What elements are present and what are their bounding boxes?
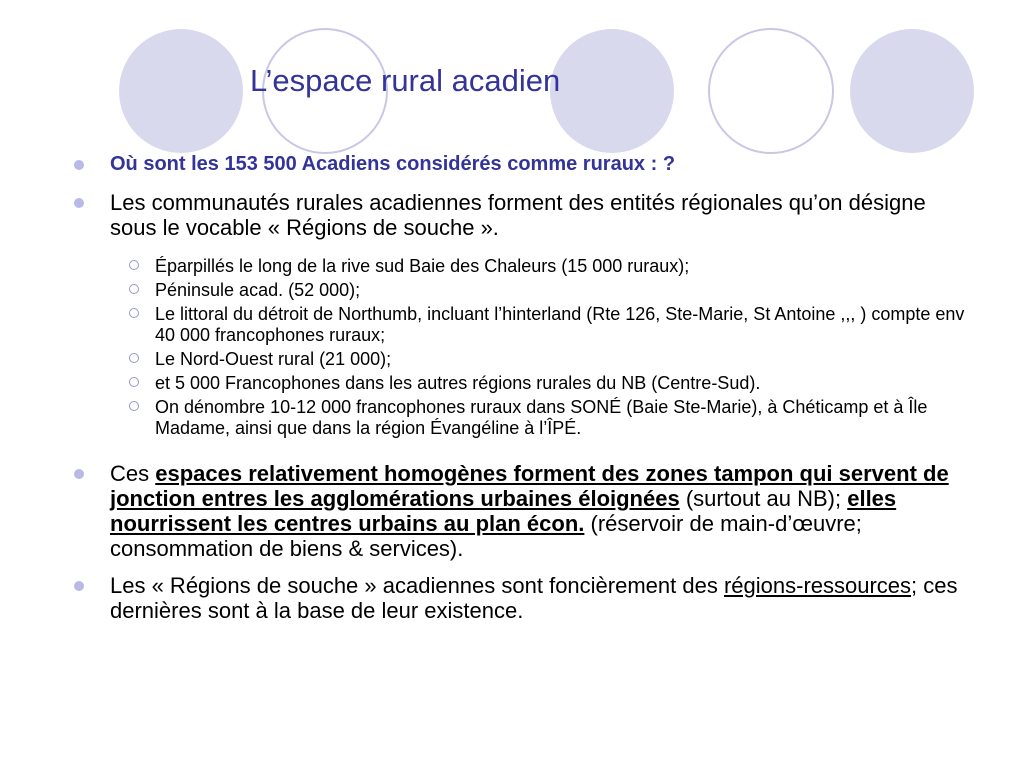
- bullet-communities: [72, 190, 972, 240]
- bullet-dot: [74, 160, 84, 170]
- sub-bullet-ring: [129, 377, 139, 387]
- sub-item-text: On dénombre 10-12 000 francophones ruraux dans SONÉ (Baie Ste-Marie), à Chéticamp et à Île Madame, ainsi que dans la région Évangéline à l’ÎPÉ.: [155, 397, 928, 438]
- sub-bullet-ring: [129, 353, 139, 363]
- bullet-buffer-suffix: (réservoir de main-d’œuvre; consommation de biens & services).: [110, 511, 862, 561]
- bullet-dot: [74, 581, 84, 591]
- sub-item-northumberland: [129, 304, 972, 346]
- bullet-resource-suffix: ; ces dernières sont à la base de leur existence.: [110, 573, 958, 623]
- decor-circle-filled-1: [119, 29, 243, 153]
- sub-bullet-ring: [129, 260, 139, 270]
- decor-circle-outline-2: [709, 29, 833, 153]
- sub-item-chaleurs: [129, 256, 972, 277]
- sub-item-centre-sud: [129, 373, 972, 394]
- sub-item-text: Éparpillés le long de la rive sud Baie des Chaleurs (15 000 ruraux);: [155, 256, 690, 276]
- sub-item-text: Le Nord-Ouest rural (21 000);: [155, 349, 392, 369]
- bullet-question: [72, 152, 972, 177]
- bullet-buffer-prefix: Ces: [110, 461, 156, 486]
- bullet-buffer-mid: (surtout au NB);: [679, 486, 848, 511]
- sub-item-text: Péninsule acad. (52 000);: [155, 280, 361, 300]
- sub-bullet-ring: [129, 401, 139, 411]
- sub-item-text: Le littoral du détroit de Northumb, incluant l’hinterland (Rte 126, Ste-Marie, St Antoine ,,, ) compte env 40 000 francophones ruraux;: [155, 304, 965, 345]
- bullet-communities-text: Les communautés rurales acadiennes forment des entités régionales qu’on désigne sous le vocable « Régions de souche ».: [110, 190, 926, 240]
- bullet-resource-underlined: régions-ressources: [723, 573, 912, 598]
- bullet-dot: [74, 469, 84, 479]
- bullet-buffer-emphasis-2: elles nourrissent les centres urbains au plan écon.: [110, 486, 897, 536]
- sub-bullet-ring: [129, 284, 139, 294]
- bullet-resource-regions: [72, 573, 972, 623]
- sub-bullet-ring: [129, 308, 139, 318]
- sub-item-text: et 5 000 Francophones dans les autres régions rurales du NB (Centre-Sud).: [155, 373, 761, 393]
- bullet-buffer-emphasis-1: espaces relativement homogènes forment des zones tampon qui servent de jonction entres les agglomérations urbaines éloignées: [110, 461, 949, 511]
- bullet-question-text: Où sont les 153 500 Acadiens considérés comme ruraux : ?: [110, 153, 676, 175]
- decor-circle-filled-2: [550, 29, 674, 153]
- slide-content: [72, 152, 972, 623]
- bullet-resource-prefix: Les « Régions de souche » acadiennes sont foncièrement des: [110, 573, 724, 598]
- bullet-buffer-zones: [72, 461, 972, 561]
- regions-sublist: [129, 256, 972, 439]
- sub-item-ne-ipe: [129, 397, 972, 439]
- sub-item-nord-ouest: [129, 349, 972, 370]
- sub-item-peninsule: [129, 280, 972, 301]
- decor-circle-filled-3: [850, 29, 974, 153]
- slide-title: L’espace rural acadien: [250, 63, 561, 98]
- bullet-dot: [74, 198, 84, 208]
